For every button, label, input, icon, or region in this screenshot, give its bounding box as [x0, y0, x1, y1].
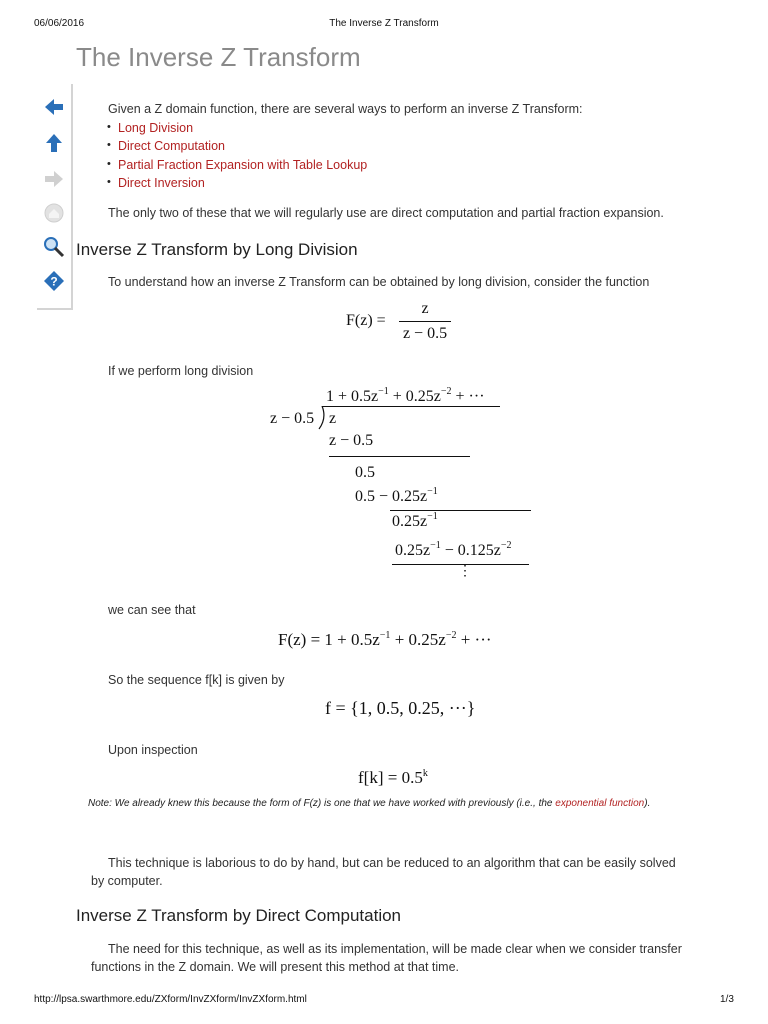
back-arrow-icon[interactable] [43, 96, 65, 118]
page-title: The Inverse Z Transform [76, 42, 361, 72]
division-top-bar [322, 406, 500, 407]
long-division-p2: If we perform long division [108, 364, 254, 378]
forward-arrow-icon[interactable] [43, 168, 65, 190]
help-icon[interactable] [43, 270, 65, 292]
print-date: 06/06/2016 [34, 18, 85, 29]
method-link-direct-inversion[interactable]: • Direct Inversion [118, 176, 367, 194]
division-bracket [317, 406, 327, 430]
section-heading-direct-computation: Inverse Z Transform by Direct Computation [76, 906, 402, 925]
note-exponential: Note: We already knew this because the form of F(z) is one that we have worked with previously (i.e., the exponential function). [88, 798, 651, 809]
eq1-denominator: z − 0.5 [402, 325, 448, 342]
method-link-long-division[interactable]: • Long Division [118, 121, 367, 139]
home-icon[interactable] [43, 202, 65, 224]
intro-text: Given a Z domain function, there are several ways to perform an inverse Z Transform: [108, 102, 583, 116]
division-step1: z − 0.5 [329, 432, 374, 449]
print-footer-url: http://lpsa.swarthmore.edu/ZXform/InvZXform/InvZXform.html [34, 994, 307, 1005]
methods-list [118, 121, 367, 194]
direct-computation-p1: The need for this technique, as well as its implementation, will be made clear when we consider transfer functions in the Z domain. We will present this method at that time. [91, 942, 682, 974]
division-bar-1 [329, 456, 470, 457]
division-step2: $0.5 - 0.25z^{-1}$ [355, 486, 438, 505]
nav-sidebar [37, 84, 73, 310]
eq4-closed-form: $f[k] = 0.5^k$ [358, 768, 428, 787]
eq2-series: $F(z) = 1 + 0.5z^{-1} + 0.25z^{-2}$ + ··· [278, 630, 492, 649]
exponential-function-link[interactable]: exponential function [555, 798, 645, 809]
intro-summary: The only two of these that we will regularly use are direct computation and partial fraction expansion. [108, 206, 664, 220]
search-icon[interactable] [43, 236, 65, 258]
long-division-p3: we can see that [108, 603, 196, 617]
section-heading-long-division: Inverse Z Transform by Long Division [76, 240, 358, 259]
print-page-number: 1/3 [720, 994, 734, 1005]
division-quotient: $1 + 0.5z^{-1} + 0.25z^{-2}$ + ··· [326, 386, 485, 405]
method-link-direct-computation[interactable]: • Direct Computation [118, 139, 367, 157]
division-remainder2: $0.25z^{-1}$ [392, 511, 438, 530]
long-division-p6: This technique is laborious to do by hand, but can be reduced to an algorithm that can be easily solved by computer. [91, 856, 676, 888]
up-arrow-icon[interactable] [43, 132, 65, 154]
print-header-title: The Inverse Z Transform [329, 18, 439, 29]
eq1-numerator: z [421, 300, 429, 317]
division-step3: $0.25z^{-1} - 0.125z^{-2}$ [395, 540, 512, 559]
eq3-sequence: f = {1, 0.5, 0.25, ···} [325, 698, 476, 718]
division-divisor: z − 0.5 [270, 410, 315, 427]
eq1-fraction-bar [399, 321, 451, 322]
long-division-p5: Upon inspection [108, 743, 198, 757]
long-division-p4: So the sequence f[k] is given by [108, 673, 285, 687]
division-remainder1: 0.5 [355, 464, 375, 481]
long-division-p1: To understand how an inverse Z Transform can be obtained by long division, consider the function [108, 275, 650, 289]
division-dividend: z [329, 410, 337, 427]
method-link-partial-fraction[interactable]: • Partial Fraction Expansion with Table Lookup [118, 158, 367, 176]
svg-text:?: ? [50, 274, 58, 289]
division-continuation: ⋮ [458, 564, 472, 579]
division-bar-2 [390, 510, 531, 511]
eq1-lhs: F(z) = [346, 312, 386, 329]
